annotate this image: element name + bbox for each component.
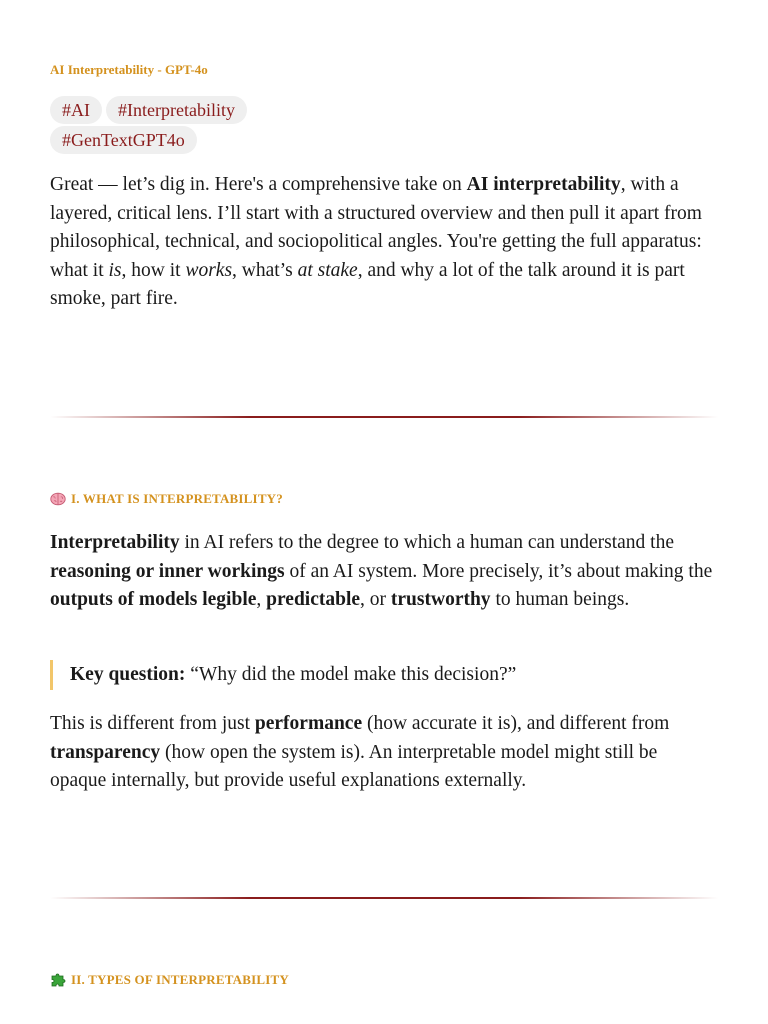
italic-text: works xyxy=(185,259,233,281)
bold-text: Interpretability xyxy=(50,532,180,553)
text-run: , xyxy=(256,589,267,611)
text-run: , what’s xyxy=(232,259,298,281)
intro-paragraph xyxy=(50,171,718,314)
tag[interactable]: #GenTextGPT4o xyxy=(50,126,197,154)
text-run: (how open the system is). An interpretable model might still be opaque internally, but provide useful explanations externally. xyxy=(50,741,658,792)
comparison-paragraph xyxy=(50,710,718,796)
text-run: in AI refers to the degree to which a human can understand the xyxy=(179,532,675,553)
text-run: , with a layered, critical lens. I’ll start with a structured overview and then pull it apart from philosophical, technical, and sociopolitical angles. You're getting the full apparatus: what it xyxy=(50,174,702,281)
quote-text: “Why did the model make this decision?” xyxy=(185,664,517,685)
text-run: (how accurate it is), and different from xyxy=(362,713,670,734)
text-run: Great — let’s dig in. Here's a comprehensive take on xyxy=(50,174,467,195)
text-run: , how it xyxy=(121,259,186,281)
tag[interactable]: #Interpretability xyxy=(106,96,247,124)
text-run: , or xyxy=(360,589,391,611)
tag-list xyxy=(50,96,350,156)
section-heading-text: I. WHAT IS INTERPRETABILITY? xyxy=(71,491,283,506)
puzzle-icon xyxy=(50,973,66,987)
bold-text: predictable xyxy=(266,589,361,611)
text-run: , and why a lot of the talk around it is part smoke, part fire. xyxy=(50,259,685,310)
bold-text: transparency xyxy=(50,741,161,763)
bold-text: AI interpretability xyxy=(466,174,621,195)
section-heading xyxy=(50,972,289,988)
text-run: This is different from just xyxy=(50,713,255,734)
text-run: to human beings. xyxy=(490,589,630,611)
quote-label: Key question: xyxy=(70,664,186,685)
brain-icon xyxy=(50,492,66,506)
text-run: of an AI system. More precisely, it’s about making the xyxy=(284,560,713,582)
document-title: AI Interpretability - GPT-4o xyxy=(50,62,208,77)
bold-text: outputs of models legible xyxy=(50,589,257,611)
definition-paragraph xyxy=(50,529,718,615)
section-heading-text: II. TYPES OF INTERPRETABILITY xyxy=(71,972,289,987)
section-divider xyxy=(50,897,718,899)
key-question-quote xyxy=(50,660,738,690)
bold-text: reasoning or inner workings xyxy=(50,560,285,582)
bold-text: performance xyxy=(254,713,363,734)
bold-text: trustworthy xyxy=(390,589,491,611)
italic-text: is xyxy=(108,259,122,281)
italic-text: at stake xyxy=(297,259,358,281)
section-divider xyxy=(50,416,718,418)
section-heading xyxy=(50,491,283,507)
tag[interactable]: #AI xyxy=(50,96,102,124)
